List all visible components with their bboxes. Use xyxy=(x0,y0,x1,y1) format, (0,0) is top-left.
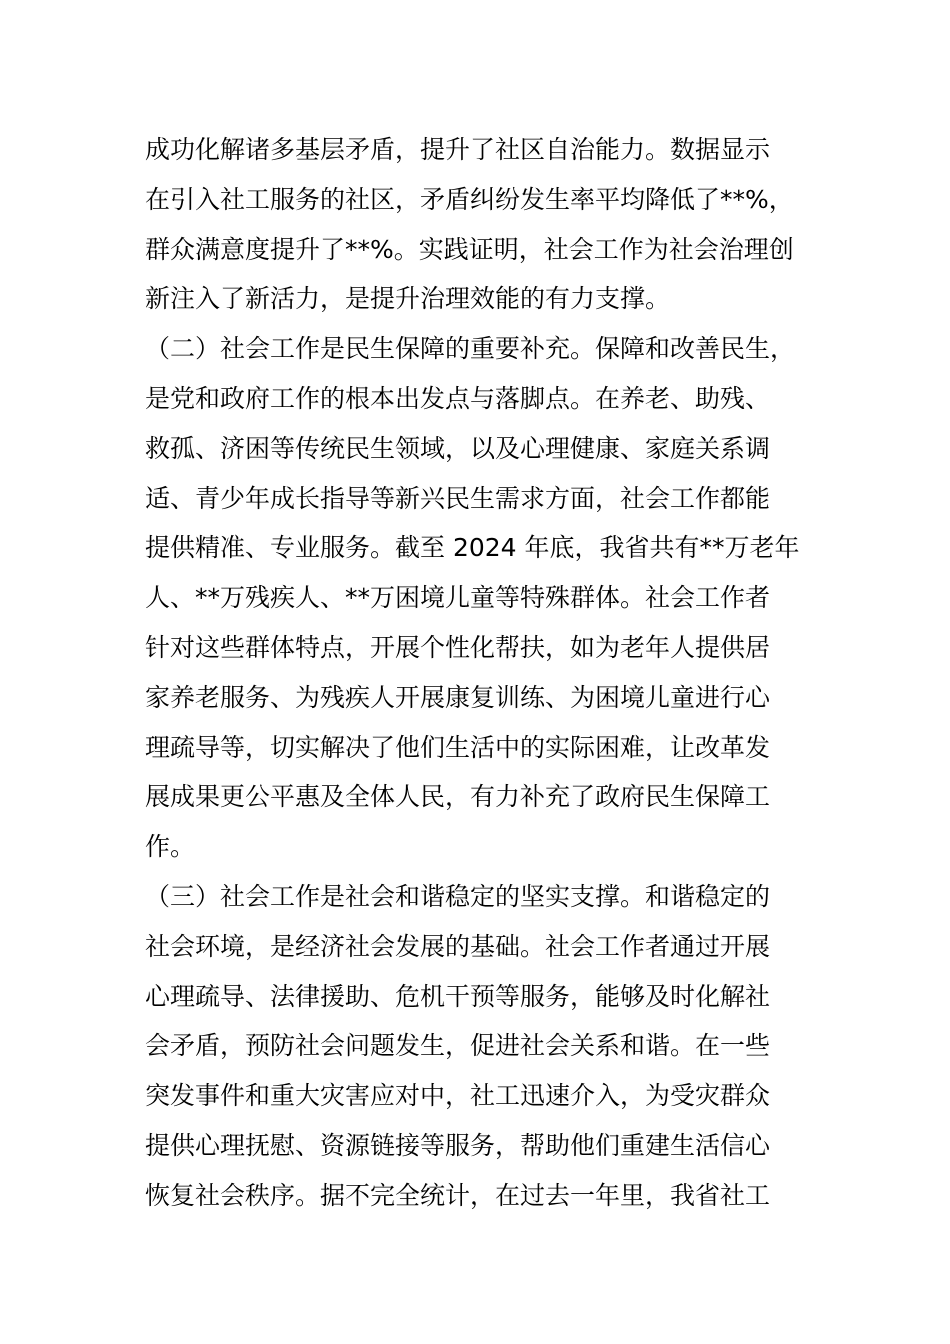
text-line: 针对这些群体特点，开展个性化帮扶，如为老年人提供居 xyxy=(145,632,771,662)
text-line: 突发事件和重大灾害应对中，社工迅速介入，为受灾群众 xyxy=(145,1081,771,1111)
text-line: 群众满意度提升了**%。实践证明，社会工作为社会治理创 xyxy=(145,234,794,264)
text-line: 心理疏导、法律援助、危机干预等服务，能够及时化解社 xyxy=(145,981,771,1011)
text-line: 在引入社工服务的社区，矛盾纠纷发生率平均降低了**%， xyxy=(145,184,794,214)
text-line: 展成果更公平惠及全体人民，有力补充了政府民生保障工 xyxy=(145,782,771,812)
text-line: 救孤、济困等传统民生领域，以及心理健康、家庭关系调 xyxy=(145,433,771,463)
section-heading-line: （二）社会工作是民生保障的重要补充。保障和改善民生， xyxy=(145,334,796,364)
text-line: 是党和政府工作的根本出发点与落脚点。在养老、助残、 xyxy=(145,383,771,413)
text-line: 人、**万残疾人、**万困境儿童等特殊群体。社会工作者 xyxy=(145,583,771,613)
text-line: 新注入了新活力，是提升治理效能的有力支撑。 xyxy=(145,284,671,314)
text-line: 提供精准、专业服务。截至 2024 年底，我省共有**万老年 xyxy=(145,533,800,563)
text-line: 恢复社会秩序。据不完全统计，在过去一年里，我省社工 xyxy=(145,1180,771,1210)
text-line: 适、青少年成长指导等新兴民生需求方面，社会工作都能 xyxy=(145,483,771,513)
text-line: 会矛盾，预防社会问题发生，促进社会关系和谐。在一些 xyxy=(145,1031,771,1061)
document-page xyxy=(145,125,825,1221)
text-line: 提供心理抚慰、资源链接等服务，帮助他们重建生活信心 xyxy=(145,1130,771,1160)
section-heading-line: （三）社会工作是社会和谐稳定的坚实支撑。和谐稳定的 xyxy=(145,881,771,911)
text-line: 家养老服务、为残疾人开展康复训练、为困境儿童进行心 xyxy=(145,682,771,712)
text-line: 理疏导等，切实解决了他们生活中的实际困难，让改革发 xyxy=(145,732,771,762)
text-line: 成功化解诸多基层矛盾，提升了社区自治能力。数据显示 xyxy=(145,135,771,164)
text-line: 社会环境，是经济社会发展的基础。社会工作者通过开展 xyxy=(145,931,771,961)
text-line: 作。 xyxy=(145,832,196,862)
